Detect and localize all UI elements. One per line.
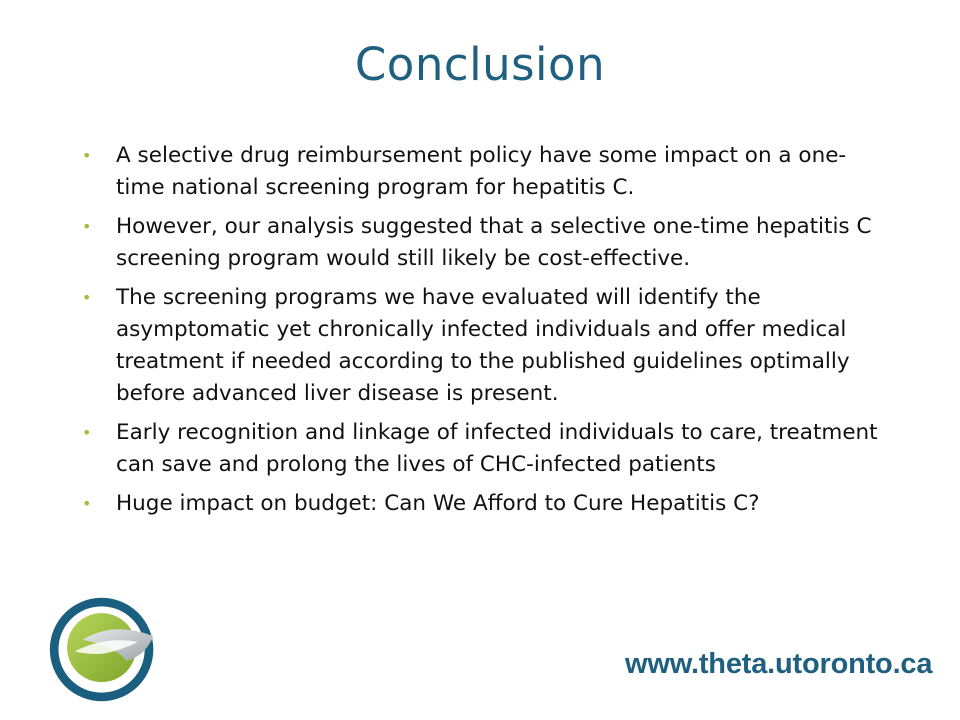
bullet-text: A selective drug reimbursement policy have some impact on a one-time national screening program for hepatitis C. — [116, 143, 847, 200]
bullet-marker-icon: • — [82, 217, 92, 236]
bullet-text: The screening programs we have evaluated will identify the asymptomatic yet chronically infected individuals and offer medical treatment if needed according to the published guidelines optimally before advanced liver disease is present. — [116, 285, 850, 406]
bullet-text: Early recognition and linkage of infected individuals to care, treatment can save and prolong the lives of CHC-infected patients — [116, 420, 878, 477]
bullet-text: However, our analysis suggested that a selective one-time hepatitis C screening program would still likely be cost-effective. — [116, 214, 872, 271]
bullet-marker-icon: • — [82, 146, 92, 165]
bullet-marker-icon: • — [82, 423, 92, 442]
theta-ring-logo-icon — [46, 592, 161, 707]
bullet-item — [78, 140, 878, 204]
bullet-marker-icon: • — [82, 494, 92, 513]
bullet-item — [78, 417, 878, 481]
slide-title: Conclusion — [354, 38, 606, 91]
bullet-item — [78, 211, 878, 275]
bullet-item — [78, 282, 878, 410]
bullet-item — [78, 488, 878, 520]
bullet-list — [78, 140, 878, 527]
bullet-text: Huge impact on budget: Can We Afford to Cure Hepatitis C? — [116, 491, 760, 516]
footer-website-url: www.theta.utoronto.ca — [625, 648, 933, 680]
bullet-marker-icon: • — [82, 288, 92, 307]
